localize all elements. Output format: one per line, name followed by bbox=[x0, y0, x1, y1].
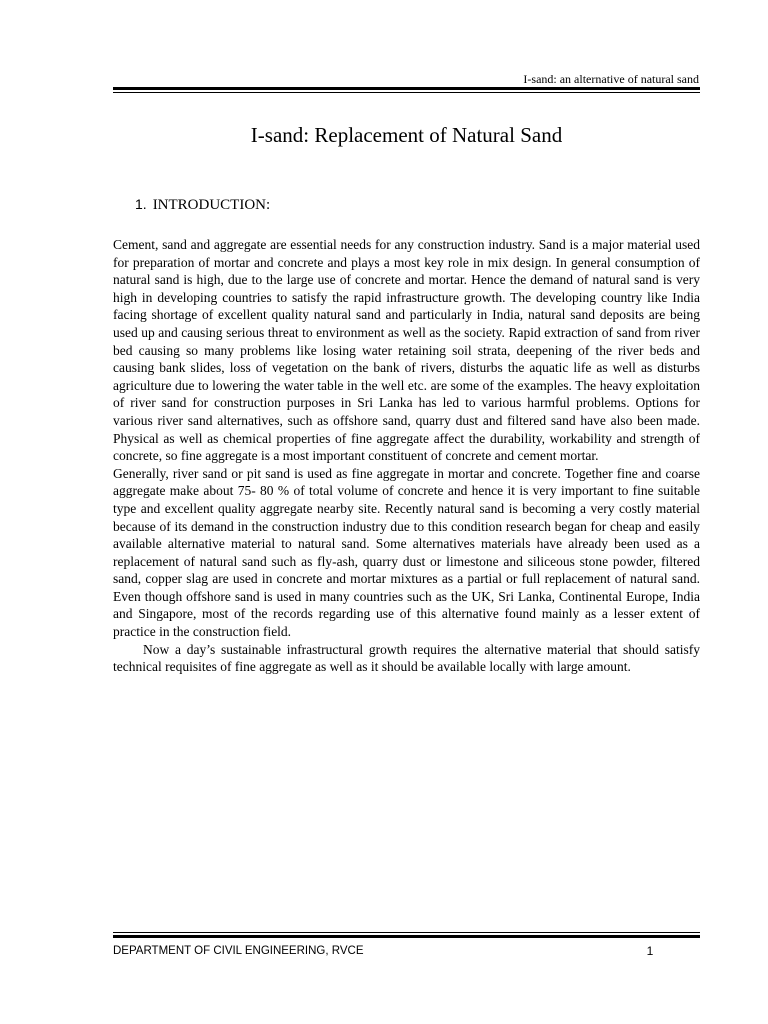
footer-department: DEPARTMENT OF CIVIL ENGINEERING, RVCE bbox=[113, 945, 364, 957]
section-heading bbox=[135, 194, 270, 215]
running-header: I-sand: an alternative of natural sand bbox=[523, 72, 699, 86]
body-text bbox=[113, 236, 700, 676]
section-number: 1. bbox=[135, 196, 147, 212]
section-heading-text: INTRODUCTION: bbox=[152, 197, 271, 213]
page-number: 1 bbox=[646, 944, 654, 958]
paragraph: Generally, river sand or pit sand is used as fine aggregate in mortar and concrete. Together fine and coarse aggregate make about 75- 80 % of total volume of concrete and hence it is very important to fine suitable type and excellent quality aggregate nearby site. Recently natural sand is becoming a very costly material because of its demand in the construction industry due to this condition research began for cheap and easily available alternative material to natural sand. Some alternatives materials have already been used as a replacement of natural sand such as fly-ash, quarry dust or limestone and siliceous stone powder, filtered sand, copper slag are used in concrete and mortar mixtures as a partial or full replacement of natural sand. Even though offshore sand is used in many countries such as the UK, Sri Lanka, Continental Europe, India and Singapore, most of the records regarding use of this alternative found mainly as a lesser extent of practice in the construction field. bbox=[113, 465, 700, 640]
document-title: I-sand: Replacement of Natural Sand bbox=[250, 123, 563, 147]
paragraph: Now a day’s sustainable infrastructural growth requires the alternative material that should satisfy technical requisites of fine aggregate as well as it should be available locally with large amount. bbox=[113, 641, 700, 675]
paragraph: Cement, sand and aggregate are essential needs for any construction industry. Sand is a major material used for preparation of mortar and concrete and plays a most key role in mix design. In general consumption of natural sand is high, due to the large use of concrete and mortar. Hence the demand of natural sand is very high in developing countries to satisfy the rapid infrastructure growth. The developing country like India facing shortage of excellent quality natural sand and particularly in India, natural sand deposits are being used up and causing serious threat to environment as well as the society. Rapid extraction of sand from river bed causing so many problems like losing water retaining soil strata, deepening of the river beds and causing bank slides, loss of vegetation on the bank of rivers, disturbs the aquatic life as well as disturbs agriculture due to lowering the water table in the well etc. are some of the examples. The heavy exploitation of river sand for construction purposes in Sri Lanka has led to various harmful problems. Options for various river sand alternatives, such as offshore sand, quarry dust and filtered sand have also been made. Physical as well as chemical properties of fine aggregate affect the durability, workability and strength of concrete, so fine aggregate is a most important constituent of concrete and cement mortar. bbox=[113, 237, 700, 464]
footer-rule bbox=[113, 932, 700, 938]
header-rule bbox=[113, 87, 700, 93]
